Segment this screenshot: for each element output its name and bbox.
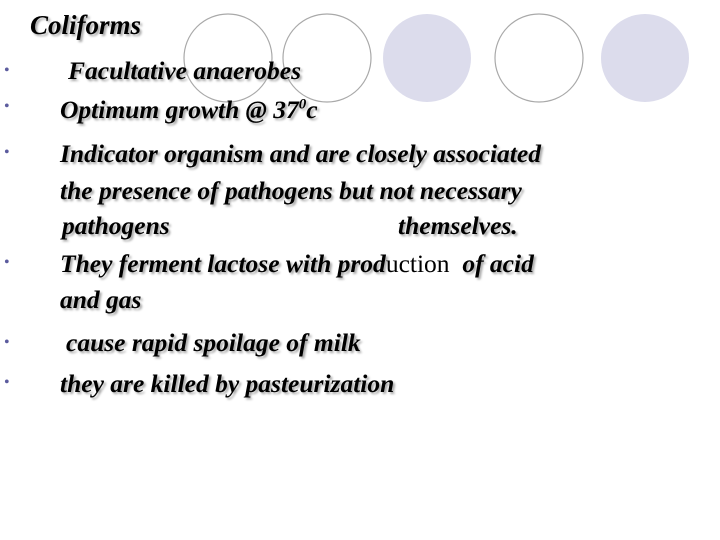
item-optimum-growth-unit: c [306,95,318,124]
bullet-4: • [4,254,10,271]
item-ferment-bold-start: They ferment lactose with prod [60,249,386,278]
bullet-3: • [4,144,10,161]
item-pasteurization: they are killed by pasteurization [60,369,395,398]
item-indicator-line-3b: themselves. [398,211,518,240]
bullet-1: • [4,62,10,79]
item-ferment-plain: uction [385,249,450,278]
item-ferment-line-1 [60,249,534,279]
item-ferment-line-2: and gas [60,285,142,314]
bullet-2: • [4,98,10,115]
circle-3 [383,14,471,102]
circle-4 [495,14,583,102]
item-optimum-growth [60,95,318,125]
bullet-5: • [4,334,10,351]
slide-title: Coliforms [30,10,142,40]
item-optimum-growth-text: Optimum growth @ 37 [60,95,299,124]
bullet-6: • [4,374,10,391]
item-facultative: Facultative anaerobes [68,56,302,85]
item-indicator-line-2: the presence of pathogens but not necessary [60,176,522,205]
item-indicator-line-3: pathogens [62,211,170,240]
item-ferment-bold-end: of acid [462,249,534,278]
item-indicator-line-1: Indicator organism and are closely associated [60,139,541,168]
item-spoilage: cause rapid spoilage of milk [66,328,361,357]
item-optimum-growth-superscript: 0 [298,96,307,113]
circle-5 [601,14,689,102]
